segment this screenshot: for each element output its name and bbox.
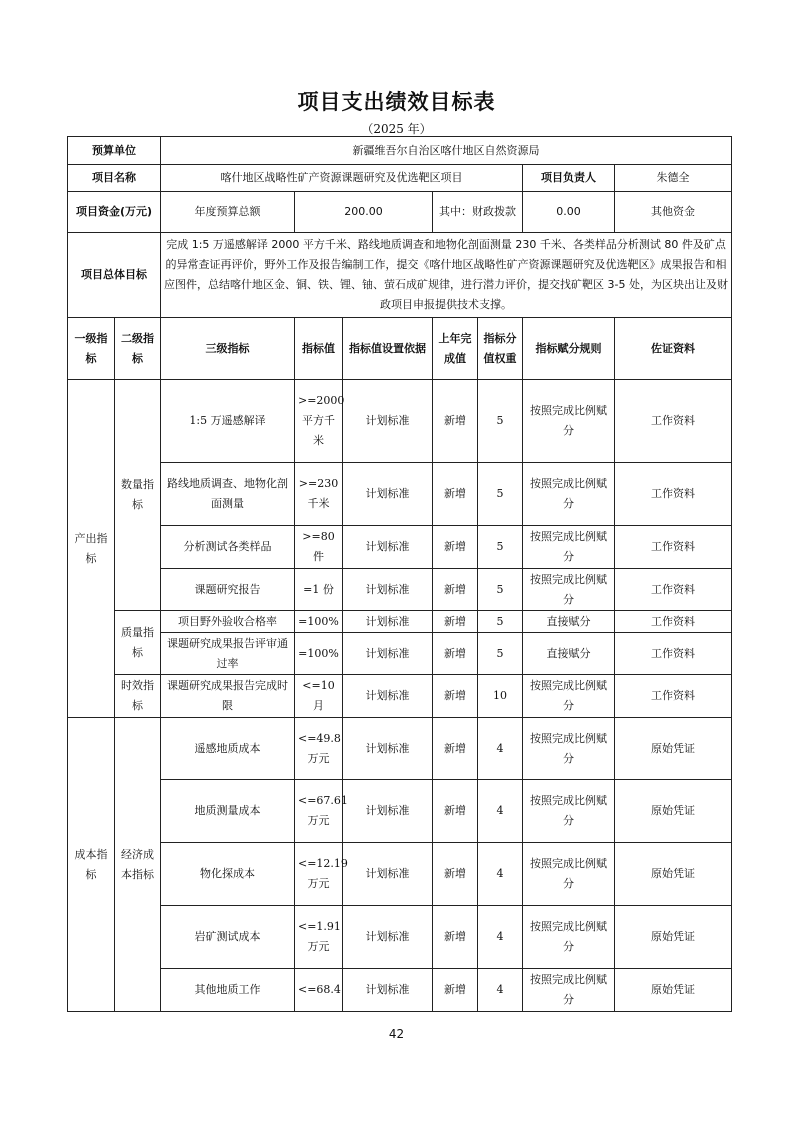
indicator-name: 分析测试各类样品: [161, 526, 295, 569]
indicator-evidence: 原始凭证: [615, 780, 732, 843]
indicator-last-year: 新增: [433, 718, 478, 780]
indicator-name: 物化探成本: [161, 843, 295, 906]
header-level2: 二级指标: [115, 318, 161, 380]
indicator-last-year: 新增: [433, 569, 478, 611]
indicator-evidence: 工作资料: [615, 380, 732, 463]
indicator-rule: 按照完成比例赋分: [523, 463, 615, 526]
indicator-basis: 计划标准: [343, 633, 433, 675]
indicator-name: 岩矿测试成本: [161, 906, 295, 969]
indicator-last-year: 新增: [433, 969, 478, 1012]
subgroup-quality: 质量指标: [115, 611, 161, 675]
indicator-weight: 4: [478, 718, 523, 780]
project-funds-label: 项目资金(万元): [68, 192, 161, 233]
year-label: （2025 年）: [361, 122, 432, 136]
fiscal-allocation-label: 其中：财政拨款: [433, 192, 523, 233]
indicator-basis: 计划标准: [343, 780, 433, 843]
header-basis: 指标值设置依据: [343, 318, 433, 380]
subgroup-economic-cost: 经济成本指标: [115, 718, 161, 1012]
indicator-value: <=10 月: [295, 675, 343, 718]
indicator-name: 路线地质调查、地物化剖面测量: [161, 463, 295, 526]
indicator-basis: 计划标准: [343, 718, 433, 780]
indicator-evidence: 原始凭证: [615, 718, 732, 780]
indicator-name: 遥感地质成本: [161, 718, 295, 780]
indicator-evidence: 工作资料: [615, 675, 732, 718]
annual-budget-value: 200.00: [295, 192, 433, 233]
header-level1: 一级指标: [68, 318, 115, 380]
indicator-evidence: 工作资料: [615, 569, 732, 611]
indicator-name: 其他地质工作: [161, 969, 295, 1012]
indicator-weight: 5: [478, 463, 523, 526]
fiscal-allocation-value: 0.00: [523, 192, 615, 233]
indicator-basis: 计划标准: [343, 843, 433, 906]
indicator-weight: 5: [478, 633, 523, 675]
indicator-value: =100%: [295, 611, 343, 633]
annual-budget-label: 年度预算总额: [161, 192, 295, 233]
indicator-rule: 按照完成比例赋分: [523, 526, 615, 569]
indicator-evidence: 原始凭证: [615, 969, 732, 1012]
indicator-basis: 计划标准: [343, 526, 433, 569]
indicator-last-year: 新增: [433, 633, 478, 675]
indicator-value: <=1.91 万元: [295, 906, 343, 969]
indicator-last-year: 新增: [433, 463, 478, 526]
page-number: 42: [388, 1027, 405, 1041]
indicator-last-year: 新增: [433, 611, 478, 633]
indicator-last-year: 新增: [433, 675, 478, 718]
indicator-value: <=67.61 万元: [295, 780, 343, 843]
performance-target-table: [67, 136, 732, 1012]
indicator-basis: 计划标准: [343, 611, 433, 633]
indicator-rule: 按照完成比例赋分: [523, 569, 615, 611]
header-evidence: 佐证资料: [615, 318, 732, 380]
indicator-last-year: 新增: [433, 843, 478, 906]
indicator-basis: 计划标准: [343, 675, 433, 718]
subgroup-quantity: 数量指标: [115, 380, 161, 611]
indicator-rule: 按照完成比例赋分: [523, 843, 615, 906]
budget-unit-value: 新疆维吾尔自治区喀什地区自然资源局: [161, 137, 732, 165]
indicator-basis: 计划标准: [343, 969, 433, 1012]
indicator-basis: 计划标准: [343, 463, 433, 526]
indicator-last-year: 新增: [433, 526, 478, 569]
group-output: 产出指标: [68, 380, 115, 718]
indicator-evidence: 工作资料: [615, 611, 732, 633]
indicator-evidence: 工作资料: [615, 526, 732, 569]
budget-unit-label: 预算单位: [68, 137, 161, 165]
indicator-value: >=2000 平方千米: [295, 380, 343, 463]
indicator-weight: 5: [478, 611, 523, 633]
indicator-last-year: 新增: [433, 780, 478, 843]
header-weight: 指标分值权重: [478, 318, 523, 380]
indicator-rule: 直接赋分: [523, 633, 615, 675]
indicator-evidence: 原始凭证: [615, 843, 732, 906]
group-cost: 成本指标: [68, 718, 115, 1012]
indicator-value: <=49.8 万元: [295, 718, 343, 780]
indicator-evidence: 原始凭证: [615, 906, 732, 969]
indicator-weight: 4: [478, 843, 523, 906]
project-leader-label: 项目负责人: [523, 165, 615, 192]
header-value: 指标值: [295, 318, 343, 380]
indicator-rule: 按照完成比例赋分: [523, 906, 615, 969]
indicator-name: 项目野外验收合格率: [161, 611, 295, 633]
other-funds-label: 其他资金: [615, 192, 732, 233]
indicator-rule: 直接赋分: [523, 611, 615, 633]
indicator-value: >=80 件: [295, 526, 343, 569]
indicator-name: 课题研究报告: [161, 569, 295, 611]
page-title: 项目支出绩效目标表: [297, 90, 496, 114]
indicator-value: <=12.19 万元: [295, 843, 343, 906]
indicator-name: 地质测量成本: [161, 780, 295, 843]
indicator-name: 1:5 万遥感解译: [161, 380, 295, 463]
indicator-weight: 10: [478, 675, 523, 718]
indicator-last-year: 新增: [433, 906, 478, 969]
indicator-value: >=230 千米: [295, 463, 343, 526]
indicator-evidence: 工作资料: [615, 463, 732, 526]
indicator-name: 课题研究成果报告完成时限: [161, 675, 295, 718]
indicator-weight: 4: [478, 906, 523, 969]
subgroup-timeliness: 时效指标: [115, 675, 161, 718]
header-rule: 指标赋分规则: [523, 318, 615, 380]
indicator-weight: 5: [478, 569, 523, 611]
header-last-year: 上年完成值: [433, 318, 478, 380]
indicator-name: 课题研究成果报告评审通过率: [161, 633, 295, 675]
indicator-rule: 按照完成比例赋分: [523, 718, 615, 780]
indicator-basis: 计划标准: [343, 569, 433, 611]
indicator-evidence: 工作资料: [615, 633, 732, 675]
indicator-weight: 4: [478, 780, 523, 843]
indicator-weight: 5: [478, 526, 523, 569]
indicator-basis: 计划标准: [343, 380, 433, 463]
indicator-weight: 5: [478, 380, 523, 463]
indicator-rule: 按照完成比例赋分: [523, 675, 615, 718]
indicator-value: =1 份: [295, 569, 343, 611]
indicator-rule: 按照完成比例赋分: [523, 780, 615, 843]
project-name-label: 项目名称: [68, 165, 161, 192]
indicator-basis: 计划标准: [343, 906, 433, 969]
overall-goal-label: 项目总体目标: [68, 233, 161, 318]
project-name-value: 喀什地区战略性矿产资源课题研究及优选靶区项目: [161, 165, 523, 192]
overall-goal-text: 完成 1:5 万遥感解译 2000 平方千米、路线地质调查和地物化剖面测量 230 千米、各类样品分析测试 80 件及矿点的异常查证再评价，野外工作及报告编制工作，提交《喀什地区战略性矿产资源课题研究及优选靶区》成果报告和相应图件，总结喀什地区金、铜、铁、锂、铀、萤石成矿规律，进行潜力评价，提交找矿靶区 3-5 处，为区块出让及财政项目申报提供技术支撑。: [161, 233, 732, 318]
indicator-last-year: 新增: [433, 380, 478, 463]
project-leader-value: 朱德全: [615, 165, 732, 192]
indicator-value: =100%: [295, 633, 343, 675]
indicator-rule: 按照完成比例赋分: [523, 969, 615, 1012]
indicator-value: <=68.4: [295, 969, 343, 1012]
indicator-weight: 4: [478, 969, 523, 1012]
header-level3: 三级指标: [161, 318, 295, 380]
indicator-rule: 按照完成比例赋分: [523, 380, 615, 463]
